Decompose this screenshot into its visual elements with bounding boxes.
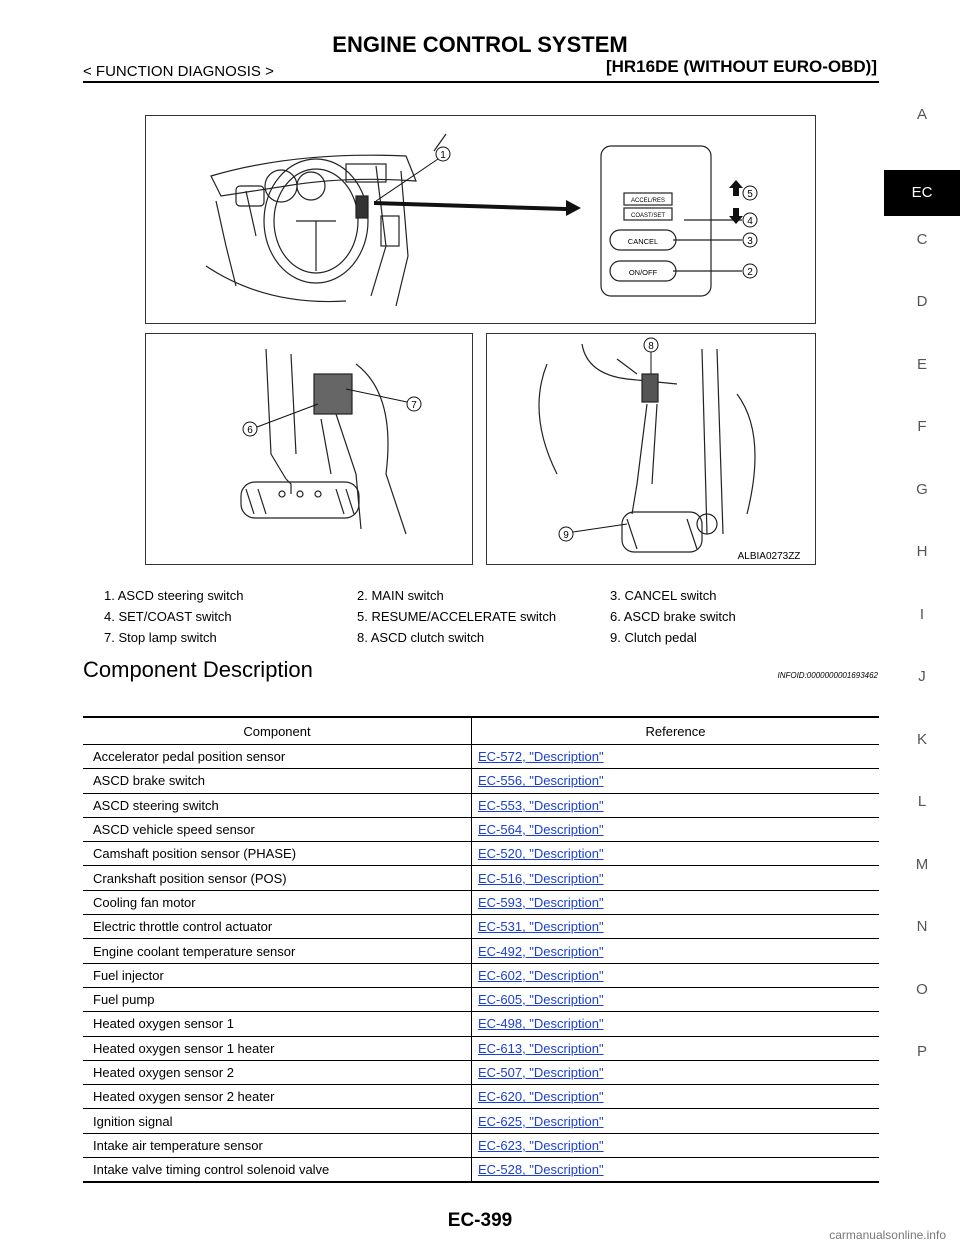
legend-item: 9. Clutch pedal [610, 630, 697, 645]
table-row [83, 890, 879, 914]
component-name-cell: Electric throttle control actuator [83, 915, 472, 939]
callout-5: 5 [747, 189, 753, 200]
table-row [83, 1158, 879, 1183]
side-tab-n[interactable]: N [916, 918, 928, 935]
watermark: carmanualsonline.info [829, 1228, 946, 1242]
callout-8: 8 [648, 341, 654, 352]
callout-4: 4 [747, 216, 753, 227]
accel-res-label: ACCEL/RES [630, 198, 666, 204]
side-tab-m[interactable]: M [915, 855, 929, 873]
component-name-cell: Cooling fan motor [83, 890, 472, 914]
side-tab-index [884, 100, 960, 1100]
legend-item: 6. ASCD brake switch [610, 609, 736, 624]
reference-cell [472, 963, 880, 987]
header-divider [83, 81, 879, 83]
reference-cell [472, 1012, 880, 1036]
table-row [83, 1036, 879, 1060]
reference-link[interactable]: EC-520, "Description" [478, 846, 604, 862]
table-row [83, 987, 879, 1011]
table-row [83, 939, 879, 963]
callout-3: 3 [747, 236, 753, 247]
table-row [83, 1060, 879, 1084]
page-number: EC-399 [447, 1210, 513, 1231]
side-tab-o[interactable]: O [916, 980, 928, 998]
header-engine-label: [HR16DE (WITHOUT EURO-OBD)] [605, 57, 877, 76]
side-tab-a[interactable]: A [916, 106, 927, 123]
table-row [83, 769, 879, 793]
figure-legend [104, 588, 884, 651]
component-name-cell: Heated oxygen sensor 1 [83, 1012, 472, 1036]
component-name-cell: Fuel injector [83, 963, 472, 987]
reference-cell [472, 890, 880, 914]
side-tab-k[interactable]: K [916, 730, 927, 748]
reference-link[interactable]: EC-602, "Description" [478, 967, 604, 983]
component-name-cell: Heated oxygen sensor 2 heater [83, 1085, 472, 1109]
reference-link[interactable]: EC-593, "Description" [478, 894, 604, 910]
component-name-cell: ASCD steering switch [83, 793, 472, 817]
table-row [83, 1109, 879, 1133]
reference-link[interactable]: EC-492, "Description" [478, 943, 604, 959]
table-row [83, 1012, 879, 1036]
reference-link[interactable]: EC-564, "Description" [478, 822, 604, 838]
side-tab-c[interactable]: C [916, 230, 928, 248]
reference-link[interactable]: EC-623, "Description" [478, 1137, 604, 1153]
component-name-cell: Intake air temperature sensor [83, 1133, 472, 1157]
reference-cell [472, 987, 880, 1011]
callout-1: 1 [440, 150, 446, 161]
legend-row [104, 630, 884, 651]
reference-cell [472, 1036, 880, 1060]
reference-cell [472, 793, 880, 817]
legend-item: 1. ASCD steering switch [104, 588, 244, 603]
table-body [83, 745, 879, 1183]
callout-7: 7 [411, 400, 417, 411]
coast-set-label: COAST/SET [630, 213, 666, 219]
figure-clutch-pedal [486, 333, 816, 565]
reference-link[interactable]: EC-553, "Description" [478, 797, 604, 813]
reference-link[interactable]: EC-507, "Description" [478, 1065, 604, 1080]
table-row [83, 1085, 879, 1109]
component-name-cell: Accelerator pedal position sensor [83, 745, 472, 769]
reference-link[interactable]: EC-613, "Description" [478, 1040, 604, 1056]
reference-link[interactable]: EC-531, "Description" [478, 919, 604, 935]
reference-cell [472, 842, 880, 866]
reference-cell [472, 915, 880, 939]
section-title: Component Description [83, 657, 313, 682]
component-name-cell: Camshaft position sensor (PHASE) [83, 842, 472, 866]
figure-steering-switch [145, 115, 816, 324]
side-tab-j[interactable]: J [918, 668, 926, 685]
legend-item: 3. CANCEL switch [610, 588, 717, 603]
reference-link[interactable]: EC-625, "Description" [478, 1113, 604, 1129]
cancel-switch-label: CANCEL [627, 237, 659, 246]
reference-link[interactable]: EC-516, "Description" [478, 870, 604, 886]
callout-9: 9 [563, 530, 569, 541]
page-title: ENGINE CONTROL SYSTEM [332, 32, 628, 57]
reference-cell [472, 1158, 880, 1183]
side-tab-e[interactable]: E [916, 355, 927, 373]
section-info-id: INFOID:0000000001693462 [777, 671, 878, 680]
side-tab-l[interactable]: L [917, 793, 927, 810]
table-row [83, 793, 879, 817]
component-table [83, 716, 879, 1183]
table-row [83, 745, 879, 769]
component-name-cell: Ignition signal [83, 1109, 472, 1133]
figure-brake-pedal [145, 333, 473, 565]
reference-link[interactable]: EC-528, "Description" [478, 1162, 604, 1178]
component-name-cell: Heated oxygen sensor 1 heater [83, 1036, 472, 1060]
reference-cell [472, 769, 880, 793]
table-row [83, 1133, 879, 1157]
legend-row [104, 609, 884, 630]
reference-cell [472, 939, 880, 963]
component-name-cell: Engine coolant temperature sensor [83, 939, 472, 963]
legend-row [104, 588, 884, 609]
component-name-cell: Crankshaft position sensor (POS) [83, 866, 472, 890]
side-tab-ec[interactable]: EC [884, 170, 960, 216]
clutch-pedal-illustration [487, 334, 815, 564]
legend-item: 5. RESUME/ACCELERATE switch [357, 609, 557, 624]
column-header-component: Component [83, 717, 472, 745]
side-tab-d[interactable]: D [916, 293, 928, 310]
legend-item: 2. MAIN switch [357, 588, 444, 603]
reference-cell [472, 1133, 880, 1157]
reference-cell [472, 745, 880, 769]
component-name-cell: Intake valve timing control solenoid valve [83, 1158, 472, 1183]
component-name-cell: ASCD brake switch [83, 769, 472, 793]
side-tab-i[interactable]: I [919, 605, 925, 623]
reference-cell [472, 1060, 880, 1084]
reference-link[interactable]: EC-498, "Description" [478, 1016, 604, 1032]
reference-cell [472, 1085, 880, 1109]
side-tab-f[interactable]: F [917, 418, 927, 435]
reference-link[interactable]: EC-572, "Description" [478, 749, 604, 765]
side-tab-g[interactable]: G [916, 480, 928, 498]
legend-item: 8. ASCD clutch switch [357, 630, 485, 645]
on-off-switch-label: ON/OFF [628, 268, 658, 277]
steering-illustration [146, 116, 815, 323]
legend-item: 7. Stop lamp switch [104, 630, 217, 645]
legend-item: 4. SET/COAST switch [104, 609, 232, 624]
column-header-reference: Reference [472, 717, 880, 745]
side-tab-h[interactable]: H [916, 543, 928, 560]
table-row [83, 963, 879, 987]
reference-cell [472, 1109, 880, 1133]
table-row [83, 817, 879, 841]
table-header-row [83, 717, 879, 745]
brake-pedal-illustration [146, 334, 472, 564]
table-row [83, 842, 879, 866]
component-name-cell: Heated oxygen sensor 2 [83, 1060, 472, 1084]
table-row [83, 866, 879, 890]
reference-link[interactable]: EC-605, "Description" [478, 992, 604, 1008]
reference-cell [472, 866, 880, 890]
callout-6: 6 [247, 425, 253, 436]
table-row [83, 915, 879, 939]
header-section-label: < FUNCTION DIAGNOSIS > [83, 63, 274, 80]
reference-link[interactable]: EC-556, "Description" [478, 773, 604, 789]
component-name-cell: Fuel pump [83, 987, 472, 1011]
reference-link[interactable]: EC-620, "Description" [478, 1089, 604, 1105]
side-tab-p[interactable]: P [916, 1043, 927, 1060]
component-name-cell: ASCD vehicle speed sensor [83, 817, 472, 841]
figure-code: ALBIA0273ZZ [737, 551, 801, 562]
reference-cell [472, 817, 880, 841]
callout-2: 2 [747, 267, 753, 278]
